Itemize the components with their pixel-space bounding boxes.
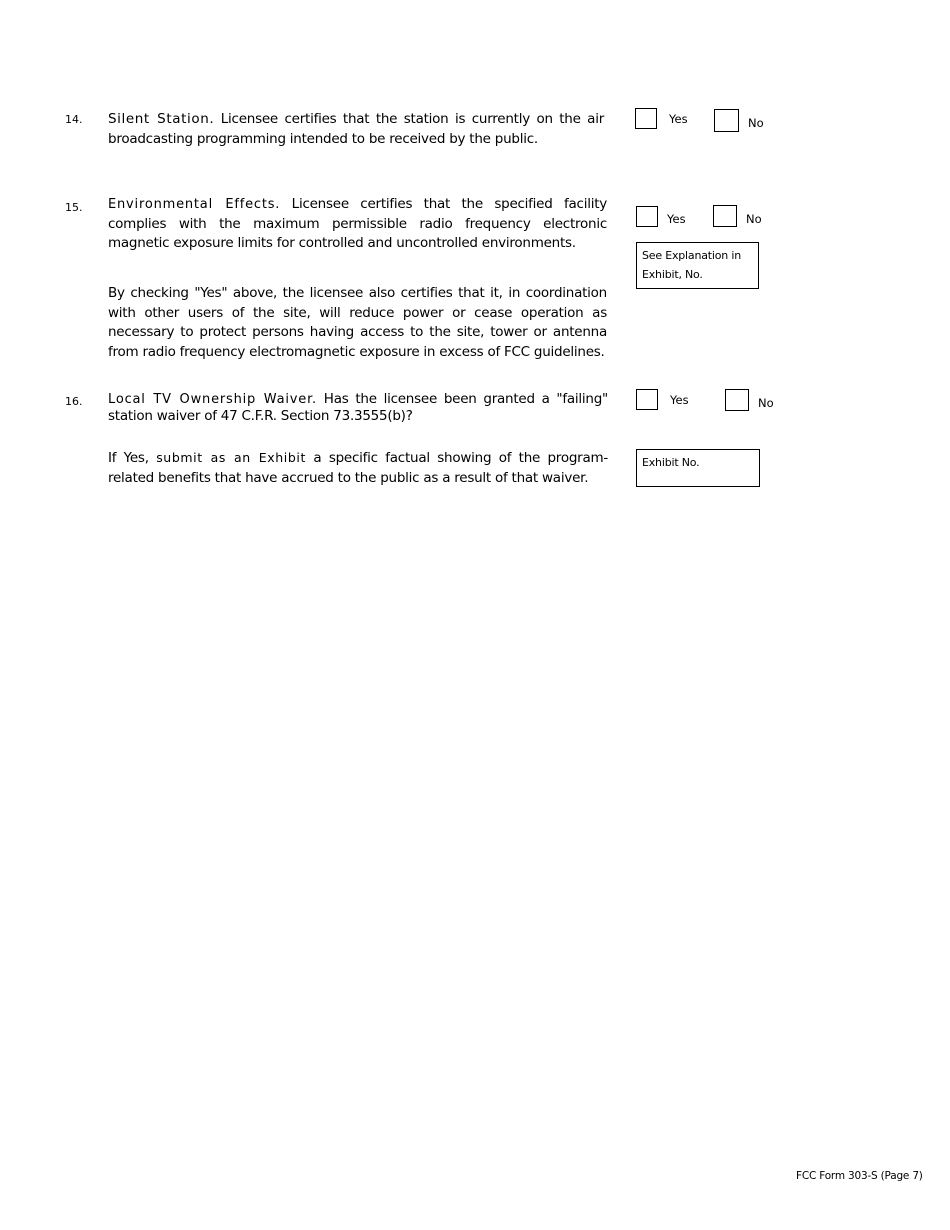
item-15-question — [108, 195, 607, 254]
item-16-caption: Local TV Ownership Waiver. — [108, 392, 317, 407]
item-14-number: 14. — [65, 113, 83, 126]
item-14-caption: Silent Station. — [108, 111, 215, 127]
item-16-exhibit-caption: submit as an Exhibit — [156, 450, 306, 465]
item-16-if-yes: If Yes, — [108, 450, 157, 466]
item-15-caption: Environmental Effects. — [108, 197, 281, 212]
item-14-question — [108, 110, 604, 149]
item-16-text: Has the licensee been granted a "failing" station waiver of 47 C.F.R. Section 73.3555(b)? — [108, 391, 609, 424]
item-16-yes-label: Yes — [670, 393, 689, 407]
item-16-exhibit-text: a specific factual showing of the program-related benefits that have accrued to the public as a result of that waiver. — [108, 450, 608, 486]
item-16-no-label: No — [758, 396, 774, 410]
item-15-yes-label: Yes — [667, 212, 686, 226]
item-16-no-checkbox[interactable] — [725, 389, 749, 411]
item-15-certification-paragraph: By checking "Yes" above, the licensee also certifies that it, in coordination with other users of the site, will reduce power or cease operation as necessary to protect persons having access to the site, tower or antenna from radio frequency electromagnetic exposure in excess of FCC guidelines. — [108, 285, 607, 360]
item-15-number: 15. — [65, 201, 83, 214]
item-14-yes-label: Yes — [669, 112, 688, 126]
item-15-exhibit-box[interactable]: See Explanation in Exhibit, No. — [636, 242, 759, 289]
item-16-question — [108, 391, 608, 424]
item-16-yes-checkbox[interactable] — [636, 389, 658, 410]
item-15-no-checkbox[interactable] — [713, 205, 737, 227]
item-14-no-checkbox[interactable] — [714, 109, 739, 132]
page-footer: FCC Form 303-S (Page 7) — [796, 1170, 923, 1182]
item-14-yes-checkbox[interactable] — [635, 108, 657, 129]
item-16-exhibit-box[interactable]: Exhibit No. — [636, 449, 760, 487]
item-14-text: Licensee certifies that the station is currently on the air broadcasting programming intended to be received by the public. — [108, 111, 605, 147]
item-15-text: Licensee certifies that the specified facility complies with the maximum permissible radio frequency electronic magnetic exposure limits for controlled and uncontrolled environments. — [108, 196, 607, 251]
item-16-exhibit-instruction — [108, 448, 608, 488]
item-14-no-label: No — [748, 116, 764, 130]
item-15-no-label: No — [746, 212, 762, 226]
item-15-yes-checkbox[interactable] — [636, 206, 658, 227]
item-16-number: 16. — [65, 395, 83, 408]
